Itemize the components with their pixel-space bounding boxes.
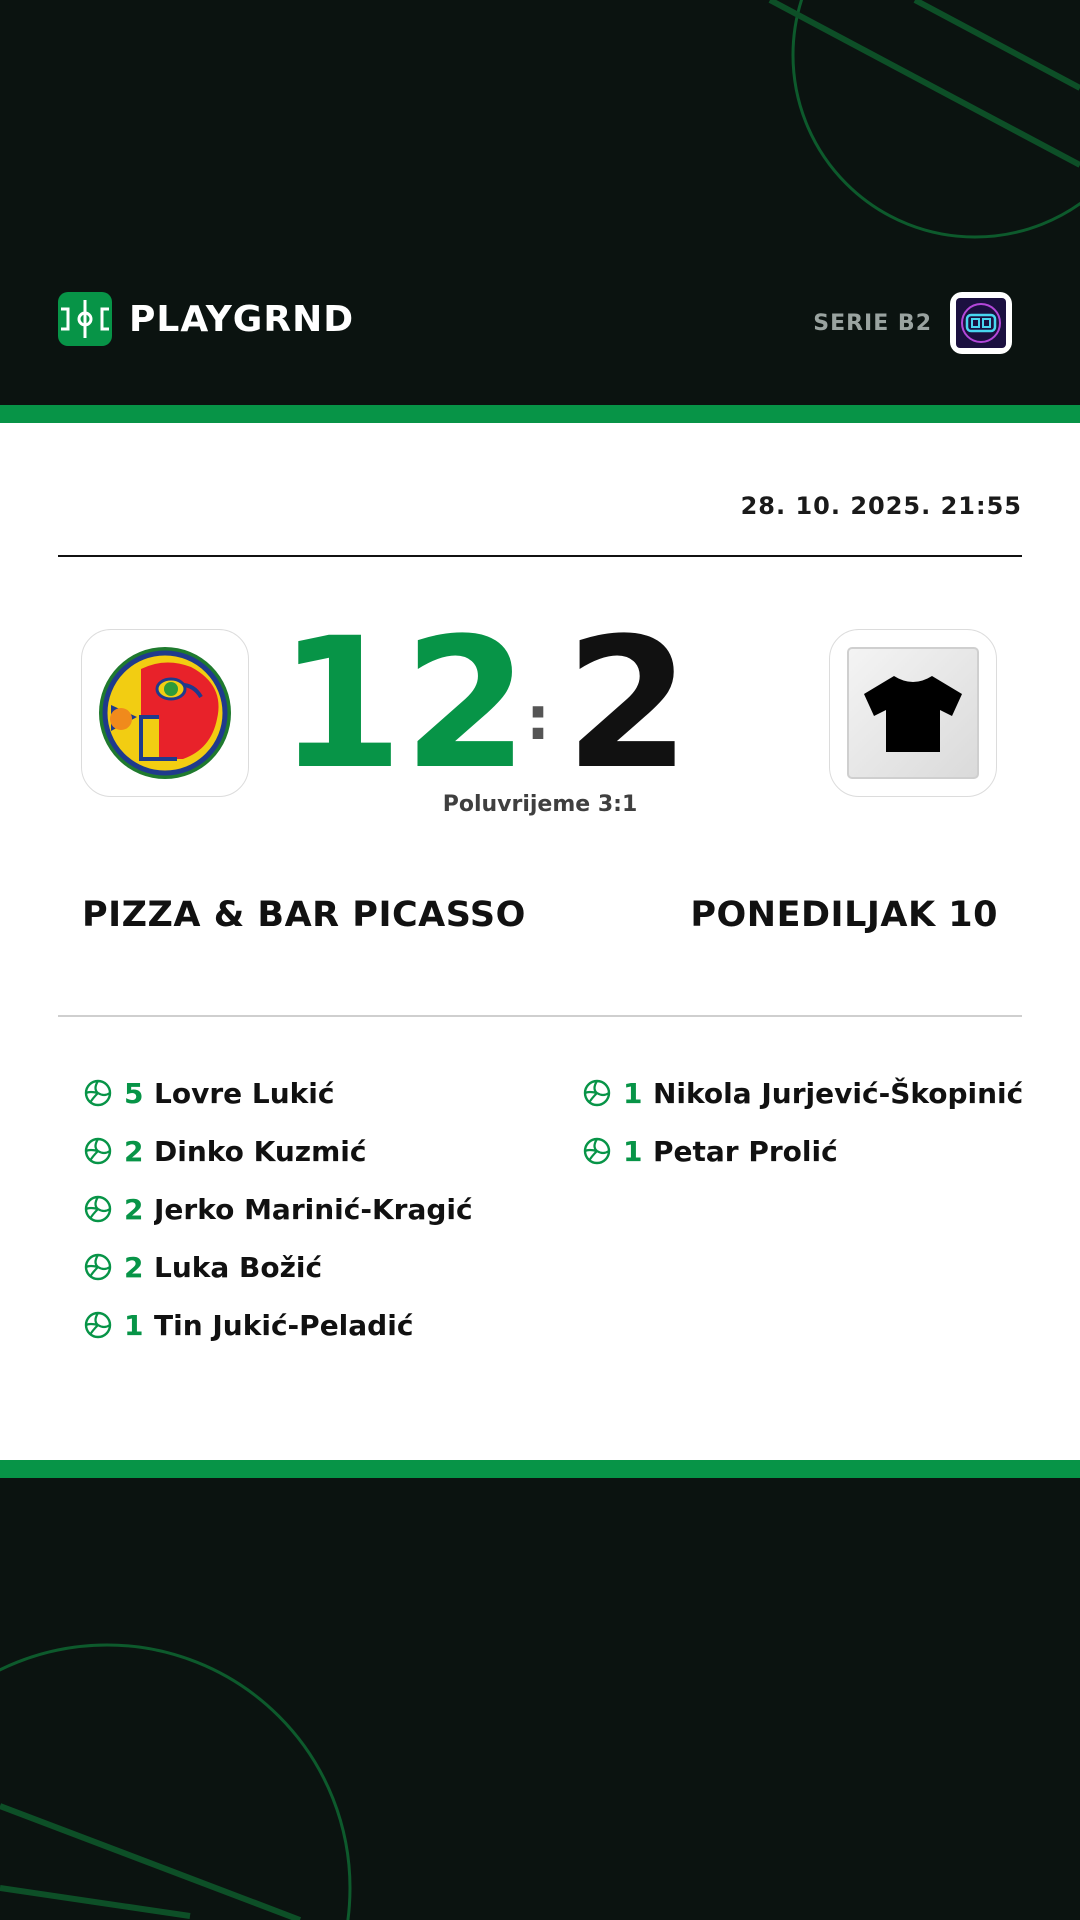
player-name: Luka Božić [154,1250,323,1284]
tshirt-icon[interactable] [829,629,997,797]
player-name: Lovre Lukić [154,1076,335,1110]
home-team-name[interactable]: PIZZA & BAR PICASSO [82,895,526,935]
accent-stripe-top [0,405,1080,423]
halftime-score: Poluvrijeme 3:1 [442,792,638,817]
brand-name: PLAYGRND [129,298,355,340]
ball-icon [84,1195,112,1223]
divider-light [58,1015,1022,1017]
ball-icon [583,1137,611,1165]
away-score: 2 [565,600,691,809]
scorer-row [84,1064,473,1122]
pitch-icon [58,292,112,346]
ball-icon [84,1311,112,1339]
goal-count: 1 [124,1308,144,1342]
scorer-row [84,1296,473,1354]
scorer-row [583,1064,1023,1122]
header-band [0,0,1080,405]
away-scorers-list [583,1064,1023,1180]
picasso-crest-logo[interactable] [81,629,249,797]
player-name: Petar Prolić [653,1134,838,1168]
goal-count: 2 [124,1250,144,1284]
ball-icon [84,1253,112,1281]
player-name: Dinko Kuzmić [154,1134,367,1168]
league-name: SERIE B2 [813,310,932,336]
player-name: Nikola Jurjević-Škopinić [653,1076,1024,1110]
scorer-row [583,1122,1023,1180]
scorer-row [84,1238,473,1296]
divider [58,555,1022,557]
league-info[interactable] [813,292,1012,354]
ball-icon [84,1137,112,1165]
player-name: Tin Jukić-Peladić [154,1308,414,1342]
accent-stripe-bottom [0,1460,1080,1478]
goal-count: 1 [623,1134,643,1168]
goal-count: 2 [124,1192,144,1226]
player-name: Jerko Marinić-Kragić [154,1192,473,1226]
footer-band [0,1478,1080,1920]
score-separator: : [526,684,550,754]
goal-count: 1 [623,1076,643,1110]
pitch-lines-decoration [0,1478,1080,1920]
scorer-row [84,1122,473,1180]
brand[interactable] [58,292,354,346]
scorer-row [84,1180,473,1238]
match-datetime: 28. 10. 2025. 21:55 [740,492,1022,520]
ball-icon [84,1079,112,1107]
b2-league-badge [950,292,1012,354]
ball-icon [583,1079,611,1107]
goal-count: 2 [124,1134,144,1168]
home-scorers-list [84,1064,473,1354]
home-score: 12 [278,600,529,809]
goal-count: 5 [124,1076,144,1110]
away-team-name[interactable]: PONEDILJAK 10 [690,895,998,935]
